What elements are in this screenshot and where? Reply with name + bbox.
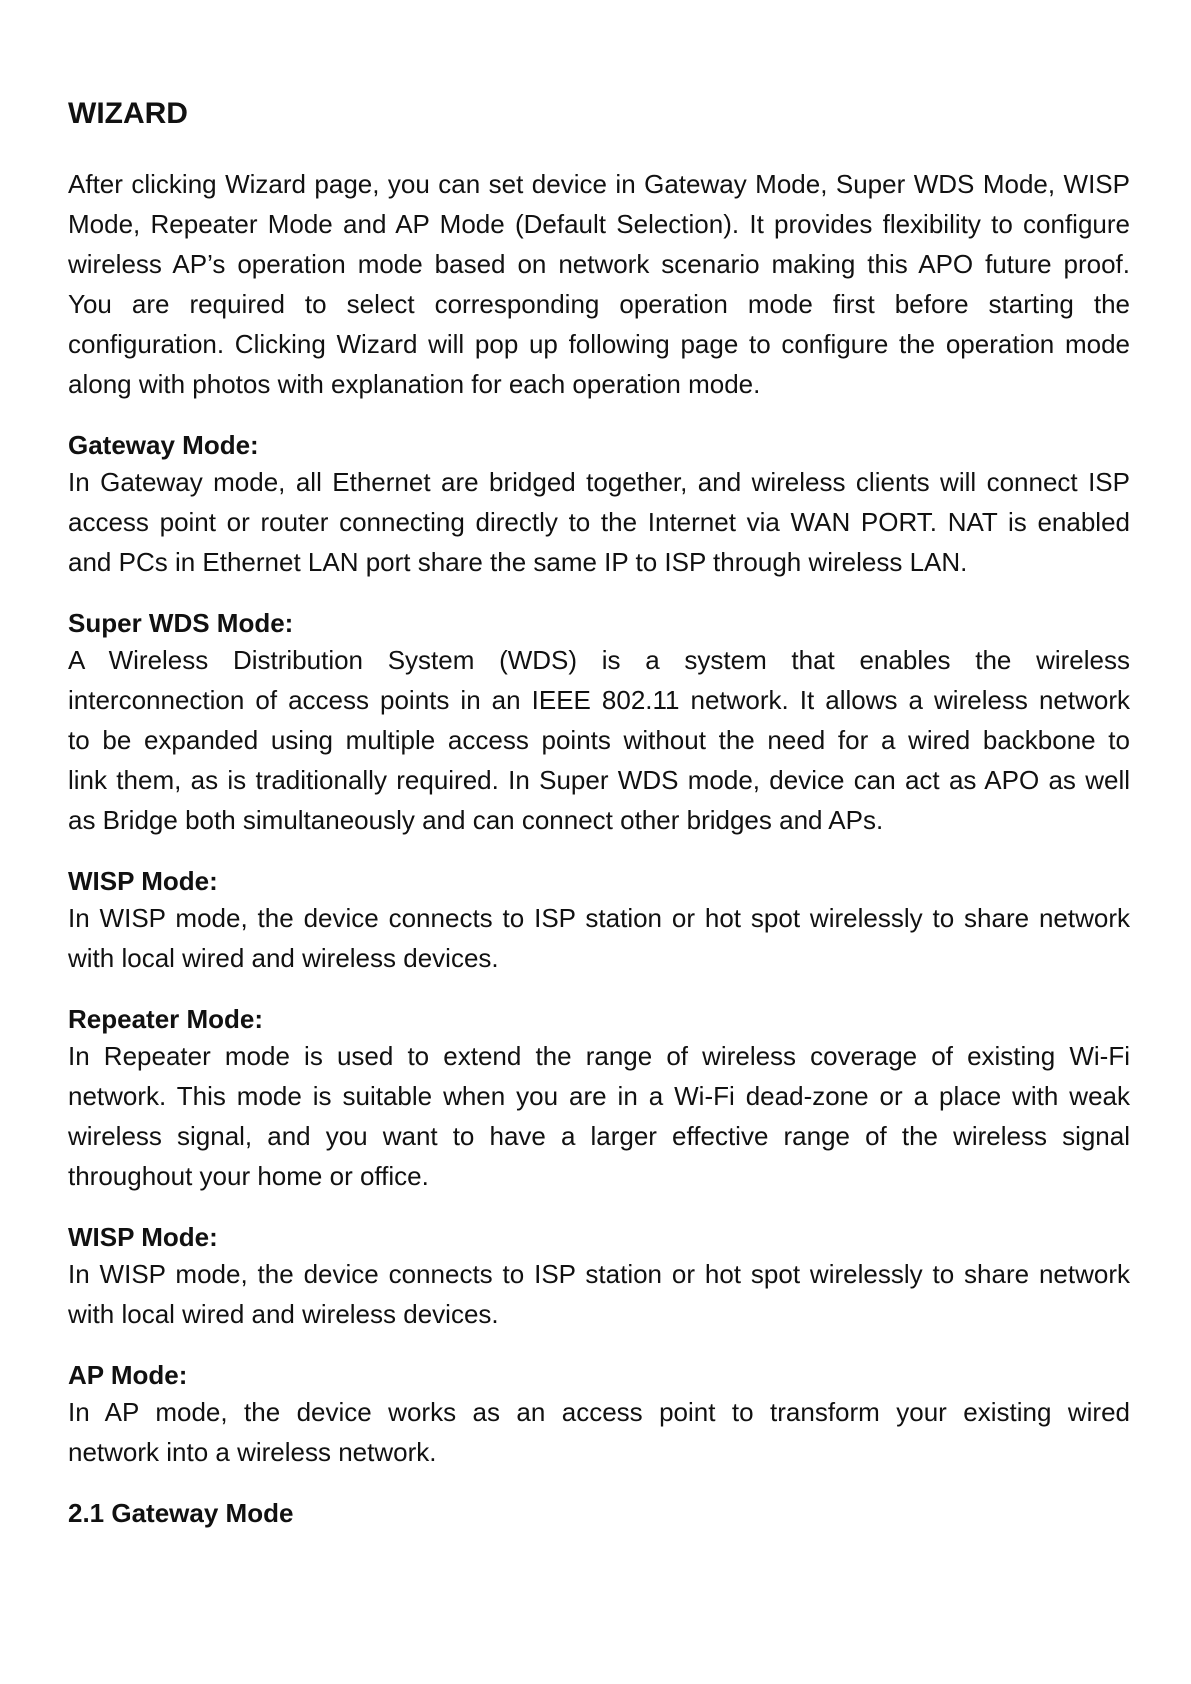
section-heading: WISP Mode: xyxy=(68,866,218,896)
subsection-heading: 2.1 Gateway Mode xyxy=(68,1498,294,1528)
section-wisp-mode xyxy=(68,864,1130,978)
paragraph-line: and PCs in Ethernet LAN port share the same IP to ISP through wireless LAN. xyxy=(68,547,968,577)
paragraph-line: network. This mode is suitable when you are in a Wi-Fi dead-zone or a place with weak xyxy=(68,1081,1130,1111)
paragraph-line: link them, as is traditionally required. In Super WDS mode, device can act as APO as well xyxy=(68,765,1130,795)
page-title: WIZARD xyxy=(68,97,188,130)
paragraph-line: network into a wireless network. xyxy=(68,1437,437,1467)
paragraph-line: along with photos with explanation for each operation mode. xyxy=(68,369,761,399)
paragraph-line: A Wireless Distribution System (WDS) is a system that enables the wireless xyxy=(68,645,1130,675)
paragraph-line: throughout your home or office. xyxy=(68,1161,429,1191)
section-wisp-mode-repeat xyxy=(68,1220,1130,1334)
section-repeater-mode xyxy=(68,1002,1130,1196)
paragraph-line: In WISP mode, the device connects to ISP station or hot spot wirelessly to share network xyxy=(68,903,1130,933)
paragraph-line: with local wired and wireless devices. xyxy=(68,1299,499,1329)
paragraph-line: You are required to select corresponding operation mode first before starting the xyxy=(68,289,1130,319)
intro-paragraph xyxy=(68,164,1130,404)
section-heading: WISP Mode: xyxy=(68,1222,218,1252)
section-ap-mode xyxy=(68,1358,1130,1472)
paragraph-line: In AP mode, the device works as an access point to transform your existing wired xyxy=(68,1397,1130,1427)
paragraph-line: wireless signal, and you want to have a larger effective range of the wireless signal xyxy=(68,1121,1130,1151)
paragraph-line: Mode, Repeater Mode and AP Mode (Default Selection). It provides flexibility to configure xyxy=(68,209,1130,239)
paragraph-line: with local wired and wireless devices. xyxy=(68,943,499,973)
paragraph-line: access point or router connecting directly to the Internet via WAN PORT. NAT is enabled xyxy=(68,507,1130,537)
paragraph-line: In Gateway mode, all Ethernet are bridged together, and wireless clients will connect ISP xyxy=(68,467,1130,497)
section-heading: Super WDS Mode: xyxy=(68,608,294,638)
section-heading: Gateway Mode: xyxy=(68,430,259,460)
paragraph-line: configuration. Clicking Wizard will pop up following page to configure the operation mode xyxy=(68,329,1130,359)
paragraph-line: In WISP mode, the device connects to ISP station or hot spot wirelessly to share network xyxy=(68,1259,1130,1289)
section-heading: Repeater Mode: xyxy=(68,1004,264,1034)
paragraph-line: wireless AP’s operation mode based on network scenario making this APO future proof. xyxy=(68,249,1130,279)
paragraph-line: In Repeater mode is used to extend the range of wireless coverage of existing Wi-Fi xyxy=(68,1041,1130,1071)
paragraph-line: interconnection of access points in an IEEE 802.11 network. It allows a wireless network xyxy=(68,685,1130,715)
paragraph-line: as Bridge both simultaneously and can connect other bridges and APs. xyxy=(68,805,884,835)
section-super-wds-mode xyxy=(68,606,1130,840)
paragraph-line: to be expanded using multiple access points without the need for a wired backbone to xyxy=(68,725,1130,755)
paragraph-line: After clicking Wizard page, you can set device in Gateway Mode, Super WDS Mode, WISP xyxy=(68,169,1130,199)
section-gateway-mode xyxy=(68,428,1130,582)
section-heading: AP Mode: xyxy=(68,1360,188,1390)
